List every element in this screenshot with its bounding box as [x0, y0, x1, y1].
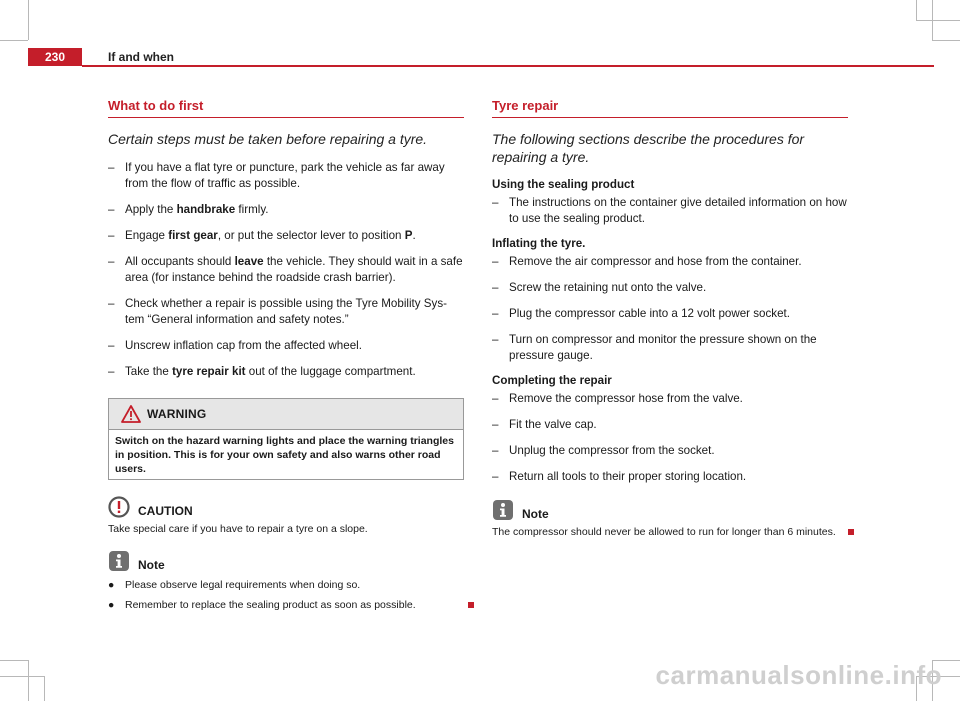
- step-item: [492, 280, 848, 296]
- dash-marker: –: [492, 307, 499, 320]
- step-text: out of the luggage compartment.: [245, 365, 416, 378]
- crop-mark: [0, 40, 28, 41]
- step-item: [108, 338, 464, 354]
- caution-text: Take special care if you have to repair a tyre on a slope.: [108, 523, 368, 535]
- step-text: Apply the: [125, 203, 177, 216]
- step-text: , or put the selector lever to position: [217, 229, 405, 242]
- note-block: [492, 499, 848, 539]
- emphasis: P: [404, 229, 413, 242]
- dash-marker: –: [108, 161, 115, 174]
- dash-marker: –: [492, 444, 499, 457]
- step-text: Unplug the compressor from the socket.: [509, 444, 715, 457]
- step-item: [108, 296, 464, 328]
- step-text: Fit the valve cap.: [509, 418, 597, 431]
- right-column: [492, 98, 848, 539]
- emphasis: handbrake: [176, 203, 236, 216]
- end-of-section-mark: [468, 602, 474, 608]
- step-text: Unscrew inflation cap from the affected wheel.: [125, 339, 362, 352]
- dash-marker: –: [108, 255, 115, 268]
- crop-mark: [916, 0, 917, 20]
- end-of-section-mark: [848, 529, 854, 535]
- left-column: [108, 98, 464, 612]
- caution-block: [108, 496, 464, 536]
- section-intro: Certain steps must be taken before repairing a tyre.: [108, 131, 428, 147]
- note-bullet: [108, 578, 464, 592]
- step-text: .: [412, 229, 416, 242]
- watermark: carmanualsonline.info: [655, 660, 942, 690]
- dash-marker: –: [108, 229, 115, 242]
- dash-marker: –: [108, 339, 115, 352]
- step-item: [108, 228, 464, 244]
- step-text: Check whether a repair is possible using the Tyre Mobility Sys-tem “General information and safety notes.”: [125, 297, 447, 326]
- note-block: [108, 550, 464, 612]
- caution-title: CAUTION: [138, 504, 193, 518]
- crop-mark: [28, 660, 29, 701]
- dash-marker: –: [492, 281, 499, 294]
- step-text: firmly.: [235, 203, 269, 216]
- emphasis: leave: [234, 255, 264, 268]
- step-item: [492, 443, 848, 459]
- step-item: [108, 160, 464, 192]
- header-rule: [82, 65, 934, 67]
- crop-mark: [916, 20, 960, 21]
- warning-header: [109, 399, 463, 430]
- subsection-heading: Using the sealing product: [492, 178, 635, 191]
- running-title: If and when: [108, 50, 174, 64]
- section-intro: The following sections describe the procedures for repairing a tyre.: [492, 131, 805, 165]
- note-bullet-text: Remember to replace the sealing product as soon as possible.: [125, 599, 416, 611]
- note-bullet: [108, 598, 464, 612]
- dash-marker: –: [492, 470, 499, 483]
- crop-mark: [0, 676, 44, 677]
- exclamation-circle-icon: [108, 496, 130, 523]
- section-title: What to do first: [108, 98, 464, 118]
- dash-marker: –: [492, 392, 499, 405]
- subsection-heading: Inflating the tyre.: [492, 237, 586, 250]
- step-text: Take the: [125, 365, 173, 378]
- step-item: [492, 254, 848, 270]
- crop-mark: [44, 676, 45, 701]
- caution-header: [108, 496, 464, 518]
- step-text: Remove the air compressor and hose from the container.: [509, 255, 802, 268]
- step-item: [108, 254, 464, 286]
- crop-mark: [932, 40, 960, 41]
- step-item: [492, 469, 848, 485]
- emphasis: tyre repair kit: [172, 365, 246, 378]
- step-text: All occupants should: [125, 255, 235, 268]
- step-text: Plug the compressor cable into a 12 volt power socket.: [509, 307, 790, 320]
- dash-marker: –: [492, 418, 499, 431]
- step-text: Turn on compressor and monitor the pressure shown on the pressure gauge.: [509, 333, 817, 362]
- page-number: 230: [28, 48, 82, 66]
- note-bullet-text: Please observe legal requirements when doing so.: [125, 579, 361, 591]
- step-text: If you have a flat tyre or puncture, park the vehicle as far away from the flow of traffic as possible.: [125, 161, 445, 190]
- warning-text: Switch on the hazard warning lights and place the warning triangles in position. This is for your own safety and also warns other road users.: [115, 435, 454, 475]
- crop-mark: [28, 0, 29, 40]
- step-text: Remove the compressor hose from the valve.: [509, 392, 743, 405]
- step-text: the vehicle. They should wait in a safe area (for instance behind the roadside crash barrier).: [125, 255, 463, 284]
- note-header: [108, 550, 464, 572]
- info-icon: [492, 499, 514, 526]
- dash-marker: –: [492, 255, 499, 268]
- dash-marker: –: [108, 297, 115, 310]
- note-header: [492, 499, 848, 521]
- step-text: Screw the retaining nut onto the valve.: [509, 281, 707, 294]
- bullet-marker: ●: [108, 579, 115, 591]
- warning-title: WARNING: [147, 407, 207, 421]
- step-item: [492, 417, 848, 433]
- step-text: Return all tools to their proper storing location.: [509, 470, 747, 483]
- dash-marker: –: [492, 333, 499, 346]
- step-item: [492, 195, 848, 227]
- crop-mark: [0, 660, 28, 661]
- dash-marker: –: [492, 196, 499, 209]
- note-title: Note: [138, 558, 165, 572]
- subsection-heading: Completing the repair: [492, 374, 612, 387]
- bullet-marker: ●: [108, 599, 115, 611]
- step-text: Engage: [125, 229, 169, 242]
- dash-marker: –: [108, 203, 115, 216]
- section-title: Tyre repair: [492, 98, 848, 118]
- warning-box: [108, 398, 464, 480]
- step-item: [108, 364, 464, 380]
- step-item: [492, 332, 848, 364]
- step-item: [108, 202, 464, 218]
- step-item: [492, 391, 848, 407]
- step-text: The instructions on the container give detailed information on how to use the sealing product.: [509, 196, 847, 225]
- step-item: [492, 306, 848, 322]
- note-title: Note: [522, 507, 549, 521]
- note-text: The compressor should never be allowed to run for longer than 6 minutes.: [492, 526, 836, 538]
- dash-marker: –: [108, 365, 115, 378]
- emphasis: first gear: [168, 229, 218, 242]
- info-icon: [108, 550, 130, 577]
- warning-triangle-icon: [121, 405, 141, 428]
